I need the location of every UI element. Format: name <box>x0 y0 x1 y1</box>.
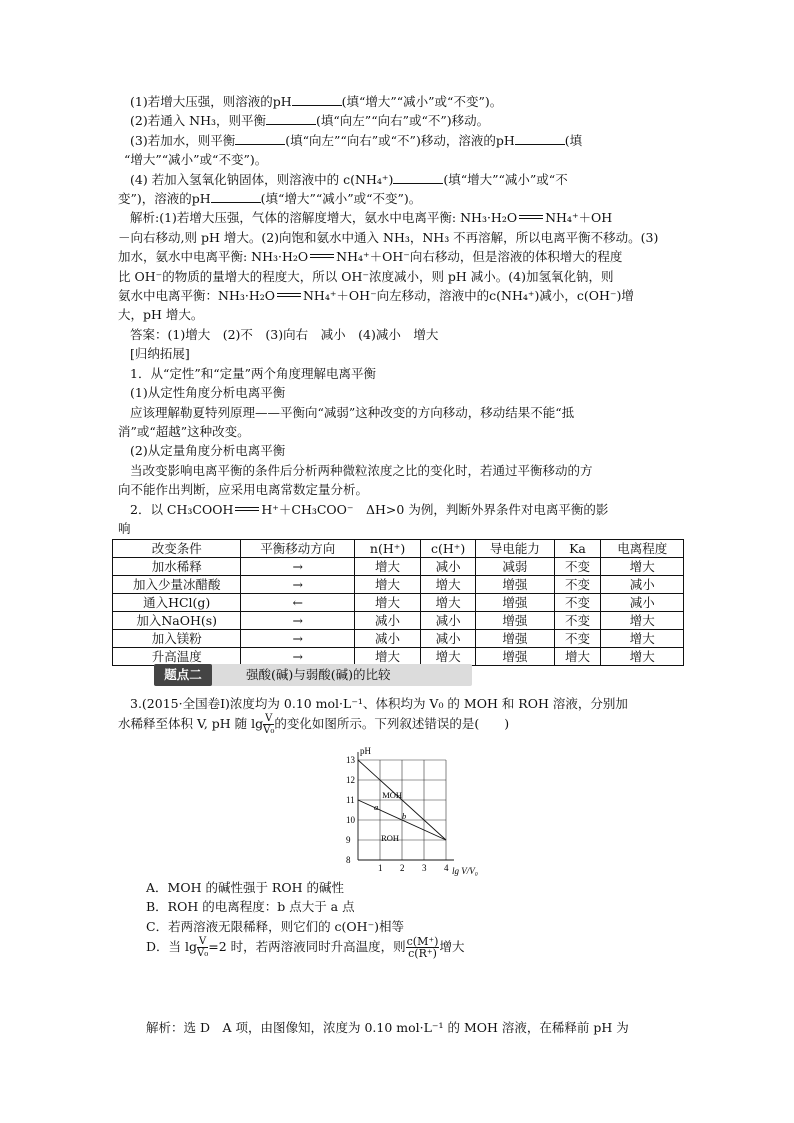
table-cell: 不变 <box>554 630 601 648</box>
series-label: ROH <box>381 833 400 843</box>
y-tick-label: 10 <box>346 815 355 825</box>
series-label: MOH <box>382 790 403 800</box>
point-label-a: a <box>374 802 379 812</box>
table-cell: → <box>241 576 355 594</box>
table-header: Ka <box>554 540 601 558</box>
table-cell: 减小 <box>355 612 421 630</box>
question-3: (3)若加水，则平衡 (填“向左”“向右”或“不”)移动，溶液的pH (填 <box>130 132 583 148</box>
blank <box>266 112 316 125</box>
equilibrium-arrow-icon <box>235 504 259 514</box>
table-cell: 不变 <box>554 612 601 630</box>
table-cell: 增大 <box>355 648 421 666</box>
analysis-q3: 解析：选 D A 项，由图像知，浓度为 0.10 mol·L⁻¹ 的 MOH 溶液，在稀释前 pH 为 <box>146 1020 629 1035</box>
table-cell: → <box>241 558 355 576</box>
y-tick-label: 8 <box>346 855 351 865</box>
point-label-b: b <box>402 811 407 821</box>
analysis-line: －向右移动,则 pH 增大。(2)向饱和氨水中通入 NH₃，NH₃ 不再溶解，所以电离平衡不移动。(3) <box>118 229 659 245</box>
question-3-stem <box>118 694 678 736</box>
analysis-line: 大，pH 增大。 <box>118 307 204 323</box>
effect-table <box>112 539 684 666</box>
x-tick-label: 4 <box>444 863 449 873</box>
options <box>146 878 686 959</box>
x-tick-label: 3 <box>422 863 427 873</box>
question-4: (4) 若加入氢氧化钠固体，则溶液中的 c(NH₄⁺) (填“增大”“减小”或“不 <box>130 171 568 187</box>
table-cell: 不变 <box>554 558 601 576</box>
table-cell: 增强 <box>476 576 554 594</box>
y-tick-label: 13 <box>346 755 355 765</box>
stem-line: 水稀释至体积 V, pH 随 lg $\frac{V}{\text{V₀}}$ 的变化如图所示。下列叙述错误的是( ) <box>118 713 510 737</box>
table-cell: 增大 <box>420 648 475 666</box>
option-c: C．若两溶液无限稀释，则它们的 c(OH⁻)相等 <box>146 918 405 934</box>
blank <box>292 93 342 106</box>
fraction: $\frac{c(M^+)}{c(R^+)}$ <box>406 935 439 961</box>
point-1a-text: 应该理解勒夏特列原理——平衡向“减弱”这种改变的方向移动，移动结果不能“抵 <box>130 404 575 420</box>
table-cell: → <box>241 612 355 630</box>
analysis: 解析:(1)若增大压强，气体的溶解度增大，氨水中电离平衡: NH₃·H₂O NH₄⁺＋OH <box>130 210 613 226</box>
table-cell: 增大 <box>601 612 684 630</box>
table-cell: 加入NaOH(s) <box>113 612 241 630</box>
table-cell: 减小 <box>420 558 475 576</box>
table-cell: ← <box>241 594 355 612</box>
point-1: 1．从“定性”和“定量”两个角度理解电离平衡 <box>130 365 377 381</box>
table-cell: 升高温度 <box>113 648 241 666</box>
section-2-header <box>154 664 472 686</box>
fraction: $\frac{V}{\text{V₀}}$ <box>197 936 209 960</box>
section-heading: [归纳拓展] <box>130 346 190 362</box>
section-tag: 题点二 <box>154 664 212 686</box>
x-axis-label: lg V/V₀ <box>452 866 478 876</box>
option-a: A．MOH 的碱性强于 ROH 的碱性 <box>146 880 344 895</box>
analysis-line: 加水，氨水中电离平衡: NH₃·H₂O NH₄⁺＋OH⁻向右移动，但是溶液的体积增大的程度 <box>118 249 623 265</box>
table-cell: 增强 <box>476 612 554 630</box>
content <box>118 92 678 666</box>
blank <box>515 132 565 145</box>
option-d: D．当 lg $\frac{V}{\text{V₀}}$ =2 时，若两溶液同时升高温度，则 $\frac{c(M^+)}{c(R^+)}$ 增大 <box>146 935 465 961</box>
table-header: 平衡移动方向 <box>241 540 355 558</box>
y-tick-label: 11 <box>346 795 355 805</box>
table-cell: → <box>241 630 355 648</box>
table-cell: 增大 <box>420 594 475 612</box>
table-row <box>113 594 684 612</box>
table-cell: 减小 <box>601 576 684 594</box>
y-axis-label: pH <box>360 746 371 756</box>
table-row <box>113 558 684 576</box>
table-cell: 减小 <box>420 612 475 630</box>
y-tick-label: 9 <box>346 835 351 845</box>
x-tick-label: 2 <box>400 863 405 873</box>
question-3-cont: “增大”“减小”或“不变”)。 <box>124 152 268 168</box>
table-cell: → <box>241 648 355 666</box>
table-header: 改变条件 <box>113 540 241 558</box>
table-cell: 减小 <box>355 630 421 648</box>
option-b: B．ROH 的电离程度：b 点大于 a 点 <box>146 899 355 915</box>
question-4-cont: 变”)，溶液的pH (填“增大”“减小”或“不变”)。 <box>118 191 422 207</box>
blank <box>211 190 261 203</box>
point-1a: (1)从定性角度分析电离平衡 <box>130 385 286 401</box>
point-1b-text: 向不能作出判断，应采用电离常数定量分析。 <box>118 482 369 498</box>
analysis-line: 氨水中电离平衡：NH₃·H₂O NH₄⁺＋OH⁻向左移动，溶液中的c(NH₄⁺)减小，c(OH⁻)增 <box>118 288 634 304</box>
point-1a-text: 消”或“超越”这种改变。 <box>118 423 250 439</box>
table-row <box>113 576 684 594</box>
equilibrium-arrow-icon <box>519 212 543 222</box>
table-cell: 不变 <box>554 576 601 594</box>
table-cell: 增大 <box>355 576 421 594</box>
point-1b-text: 当改变影响电离平衡的条件后分析两种微粒浓度之比的变化时，若通过平衡移动的方 <box>130 462 593 478</box>
y-tick-label: 12 <box>346 775 355 785</box>
table-cell: 增大 <box>601 648 684 666</box>
table-cell: 增大 <box>355 594 421 612</box>
analysis-line: 比 OH⁻的物质的量增大的程度大，所以 OH⁻浓度减小，则 pH 减小。(4)加氢氧化钠，则 <box>118 268 614 284</box>
table-cell: 增大 <box>601 630 684 648</box>
table-cell: 增强 <box>476 594 554 612</box>
point-1b: (2)从定量角度分析电离平衡 <box>130 443 286 459</box>
table-cell: 减小 <box>601 594 684 612</box>
chart-grid <box>358 752 454 860</box>
table-cell: 减小 <box>420 630 475 648</box>
equilibrium-arrow-icon <box>277 290 301 300</box>
ph-dilution-chart <box>318 742 478 876</box>
table-cell: 增强 <box>476 648 554 666</box>
table-cell: 增大 <box>601 558 684 576</box>
stem-line: 3.(2015·全国卷Ⅰ)浓度均为 0.10 mol·L⁻¹、体积均为 V₀ 的 MOH 和 ROH 溶液，分别加 <box>130 696 628 711</box>
point-2: 2．以 CH₃COOH H⁺＋CH₃COO⁻ ΔH>0 为例，判断外界条件对电离平衡的影 <box>130 501 609 517</box>
point-2-cont: 响 <box>118 520 131 536</box>
blank <box>235 132 285 145</box>
table-cell: 增大 <box>554 648 601 666</box>
table-header-row <box>113 540 684 558</box>
chart-ticks <box>346 755 449 873</box>
table-cell: 增强 <box>476 630 554 648</box>
table-row <box>113 630 684 648</box>
table-cell: 增大 <box>355 558 421 576</box>
section-title: 强酸(碱)与弱酸(碱)的比较 <box>246 667 391 682</box>
table-header: n(H⁺) <box>355 540 421 558</box>
x-tick-label: 1 <box>378 863 383 873</box>
table-cell: 减弱 <box>476 558 554 576</box>
table-cell: 通入HCl(g) <box>113 594 241 612</box>
equilibrium-arrow-icon <box>310 251 334 261</box>
table-header: 电离程度 <box>601 540 684 558</box>
table-header: 导电能力 <box>476 540 554 558</box>
table-cell: 不变 <box>554 594 601 612</box>
table-cell: 加水稀释 <box>113 558 241 576</box>
question-1: (1)若增大压强，则溶液的pH (填“增大”“减小”或“不变”)。 <box>130 94 503 109</box>
table-cell: 加入镁粉 <box>113 630 241 648</box>
blank <box>393 171 443 184</box>
table-cell: 增大 <box>420 576 475 594</box>
answer: 答案：(1)增大 (2)不 (3)向右 减小 (4)减小 增大 <box>130 326 439 342</box>
fraction: $\frac{V}{\text{V₀}}$ <box>263 713 275 737</box>
table-cell: 加入少量冰醋酸 <box>113 576 241 594</box>
question-2: (2)若通入 NH₃，则平衡 (填“向左”“向右”或“不”)移动。 <box>130 113 490 129</box>
table-header: c(H⁺) <box>420 540 475 558</box>
table-row <box>113 612 684 630</box>
